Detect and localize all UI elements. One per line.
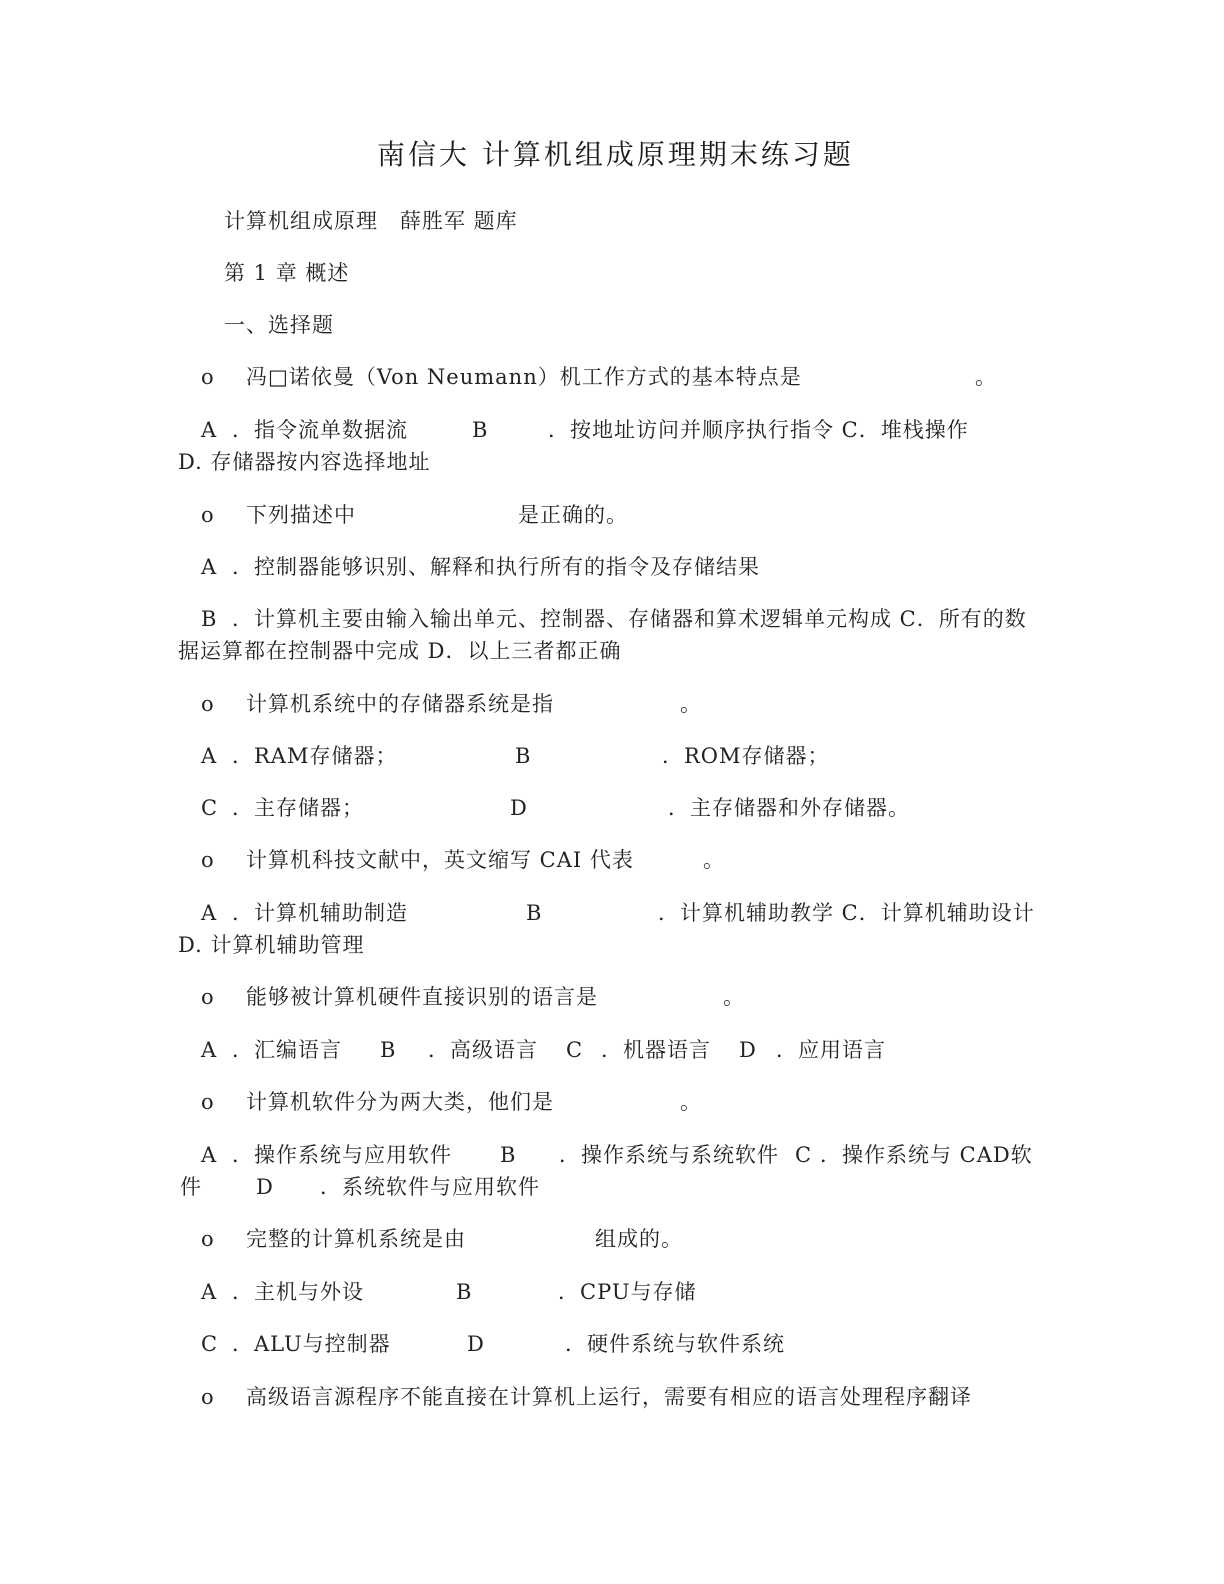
option-text: ．计算机辅助制造 <box>232 901 408 925</box>
option-text: ．ROM存储器； <box>662 744 830 768</box>
question-stem: 完整的计算机系统是由 <box>246 1227 466 1251</box>
option-text: B <box>456 1280 473 1304</box>
subtitle: 计算机组成原理 薛胜军 题库 <box>224 209 518 233</box>
question-bullet: o <box>201 1385 215 1409</box>
question-blank-end: 组成的。 <box>595 1227 683 1251</box>
option-text: ．硬件系统与软件系统 <box>565 1332 785 1356</box>
question-stem: 下列描述中 <box>246 503 356 527</box>
option-text: ．计算机主要由输入输出单元、控制器、存储器和算术逻辑单元构成 C．所有的数 <box>232 607 1027 631</box>
option-text: ．高级语言 <box>428 1038 538 1062</box>
option-text: ．主存储器； <box>232 796 364 820</box>
option-text: C <box>201 796 219 820</box>
option-text: A <box>201 1143 218 1167</box>
option-text: ．RAM存储器； <box>232 744 398 768</box>
question-blank-end: 。 <box>703 848 725 872</box>
option-text: C <box>795 1143 813 1167</box>
section-heading: 一、选择题 <box>224 313 334 337</box>
option-text: 件 <box>180 1175 202 1199</box>
option-text: ．ALU与控制器 <box>232 1332 391 1356</box>
question-blank-end: 。 <box>680 1090 702 1114</box>
chapter-heading: 第 1 章 概述 <box>224 261 350 285</box>
option-text: ．CPU与存储 <box>558 1280 697 1304</box>
option-text: A <box>201 555 218 579</box>
option-text: A <box>201 1280 218 1304</box>
question-blank-end: 。 <box>723 985 745 1009</box>
option-text: B <box>201 607 218 631</box>
question-bullet: o <box>201 365 215 389</box>
option-text: ．机器语言 <box>601 1038 711 1062</box>
option-text: ．系统软件与应用软件 <box>320 1175 540 1199</box>
question-bullet: o <box>201 692 215 716</box>
option-text: B <box>472 418 489 442</box>
option-text: C <box>566 1038 584 1062</box>
question-blank-end: 。 <box>975 365 997 389</box>
option-text: A <box>201 901 218 925</box>
question-stem: 计算机软件分为两大类，他们是 <box>246 1090 554 1114</box>
question-stem: 计算机系统中的存储器系统是指 <box>246 692 554 716</box>
option-text: ．主存储器和外存储器。 <box>668 796 910 820</box>
option-text: ．控制器能够识别、解释和执行所有的指令及存储结果 <box>232 555 760 579</box>
question-bullet: o <box>201 1227 215 1251</box>
question-bullet: o <box>201 503 215 527</box>
question-bullet: o <box>201 848 215 872</box>
option-text: C <box>201 1332 219 1356</box>
option-text: ．计算机辅助教学 C．计算机辅助设计 <box>658 901 1035 925</box>
option-text: ．操作系统与系统软件 <box>559 1143 779 1167</box>
option-text: ．按地址访问并顺序执行指令 C．堆栈操作 <box>548 418 969 442</box>
question-blank-end: 是正确的。 <box>518 503 628 527</box>
option-text: ．指令流单数据流 <box>232 418 408 442</box>
option-text: D <box>467 1332 485 1356</box>
option-text: ．汇编语言 <box>232 1038 342 1062</box>
option-text: D <box>256 1175 274 1199</box>
option-text: B <box>380 1038 397 1062</box>
question-blank-end: 。 <box>680 692 702 716</box>
question-stem: 冯□诺依曼（Von Neumann）机工作方式的基本特点是 <box>246 365 802 389</box>
option-text: A <box>201 418 218 442</box>
question-bullet: o <box>201 985 215 1009</box>
option-text: ．操作系统与应用软件 <box>232 1143 452 1167</box>
option-text: 据运算都在控制器中完成 D．以上三者都正确 <box>178 639 622 663</box>
option-text: ．应用语言 <box>776 1038 886 1062</box>
option-text: B <box>526 901 543 925</box>
option-text: A <box>201 1038 218 1062</box>
question-stem: 计算机科技文献中，英文缩写 CAI 代表 <box>246 848 634 872</box>
option-text: A <box>201 744 218 768</box>
option-text: D <box>739 1038 757 1062</box>
option-text: B <box>500 1143 517 1167</box>
question-stem: 能够被计算机硬件直接识别的语言是 <box>246 985 598 1009</box>
option-text: D <box>510 796 528 820</box>
option-text: D. 计算机辅助管理 <box>178 933 365 957</box>
option-text: B <box>515 744 532 768</box>
option-text: ．操作系统与 CAD软 <box>820 1143 1033 1167</box>
option-text: D. 存储器按内容选择地址 <box>178 450 431 474</box>
question-bullet: o <box>201 1090 215 1114</box>
question-stem: 高级语言源程序不能直接在计算机上运行，需要有相应的语言处理程序翻译 <box>246 1385 972 1409</box>
page-title: 南信大 计算机组成原理期末练习题 <box>377 138 854 171</box>
option-text: ．主机与外设 <box>232 1280 364 1304</box>
